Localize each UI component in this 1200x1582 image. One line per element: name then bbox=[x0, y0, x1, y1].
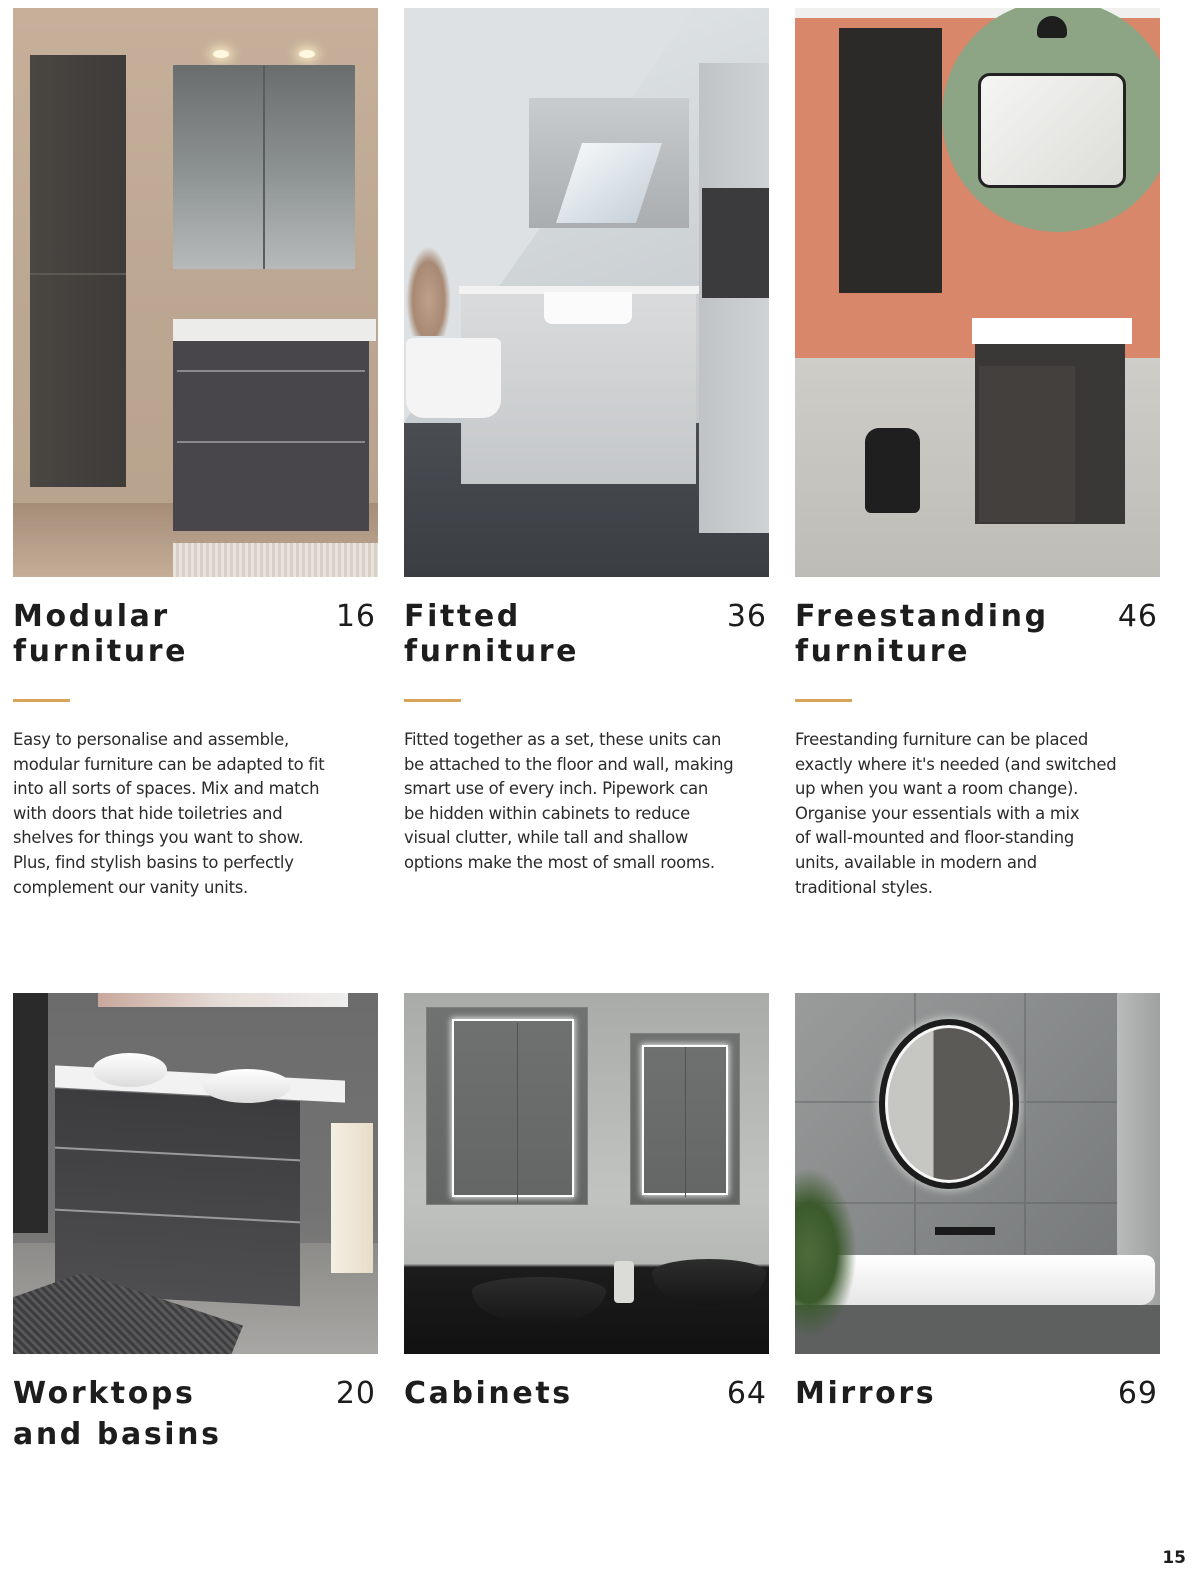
title-line: Freestanding bbox=[795, 599, 1049, 634]
fitted-furniture-photo[interactable] bbox=[404, 8, 769, 577]
cabinets-photo[interactable] bbox=[404, 993, 769, 1354]
basin-shape bbox=[472, 1277, 606, 1323]
title-line: Fitted bbox=[404, 599, 521, 634]
section-worktops-and-basins[interactable] bbox=[13, 993, 378, 1456]
accent-rule bbox=[404, 699, 461, 702]
page-reference[interactable]: 64 bbox=[726, 1376, 767, 1411]
wall-unit-shape bbox=[839, 28, 942, 293]
accent-rule bbox=[13, 699, 70, 702]
section-title bbox=[795, 1376, 1085, 1411]
section-title bbox=[404, 599, 694, 669]
page-number: 15 bbox=[1162, 1548, 1186, 1568]
page-reference[interactable]: 36 bbox=[726, 599, 767, 634]
section-fitted-furniture[interactable] bbox=[404, 8, 769, 876]
modular-furniture-photo[interactable] bbox=[13, 8, 378, 577]
freestanding-furniture-photo[interactable] bbox=[795, 8, 1160, 577]
mirror-shape bbox=[978, 73, 1126, 188]
page-reference[interactable]: 69 bbox=[1117, 1376, 1158, 1411]
section-description: Freestanding furniture can be placed exactly where it's needed (and switched up when you want a room change). Organise your essentials with a mix of wall-mounted and floor-standing units, available in modern and traditional styles. bbox=[795, 730, 1117, 897]
worktops-and-basins-photo[interactable] bbox=[13, 993, 378, 1354]
title-line: furniture bbox=[13, 634, 189, 669]
section-freestanding-furniture[interactable] bbox=[795, 8, 1160, 900]
mirrors-photo[interactable] bbox=[795, 993, 1160, 1354]
title-line: Modular bbox=[13, 599, 170, 634]
page-reference[interactable]: 16 bbox=[335, 599, 376, 634]
title-line: Worktops bbox=[13, 1376, 196, 1411]
vanity-unit-shape bbox=[55, 1089, 300, 1307]
toilet-shape bbox=[406, 338, 501, 418]
pendant-lamp-shape bbox=[1037, 16, 1067, 38]
title-line: furniture bbox=[795, 634, 971, 669]
page-reference[interactable]: 46 bbox=[1117, 599, 1158, 634]
tall-cabinet-shape bbox=[30, 55, 126, 487]
accent-rule bbox=[795, 699, 852, 702]
section-title bbox=[13, 599, 303, 669]
page-reference[interactable]: 20 bbox=[335, 1376, 376, 1411]
basin-shape bbox=[652, 1259, 766, 1305]
section-description: Easy to personalise and assemble, modular furniture can be adapted to fit into all sorts of spaces. Mix and match with doors that hide toiletries and shelves for things you want to show. Plus, find stylish basins to perfectly complement our vanity units. bbox=[13, 730, 325, 897]
title-line: Cabinets bbox=[404, 1376, 573, 1411]
section-title bbox=[404, 1376, 694, 1411]
section-title bbox=[795, 599, 1085, 669]
section-cabinets[interactable] bbox=[404, 993, 769, 1456]
title-line: Mirrors bbox=[795, 1376, 937, 1411]
title-line: and basins bbox=[13, 1417, 222, 1452]
round-mirror-shape bbox=[879, 1019, 1019, 1189]
section-mirrors[interactable] bbox=[795, 993, 1160, 1456]
section-modular-furniture[interactable] bbox=[13, 8, 378, 900]
title-line: furniture bbox=[404, 634, 580, 669]
section-description: Fitted together as a set, these units can be attached to the floor and wall, making smart use of every inch. Pipework can be hidden within cabinets to reduce visual clutter, while tall and shallow options make the most of small rooms. bbox=[404, 730, 734, 872]
section-title bbox=[13, 1376, 303, 1452]
basin-shape bbox=[93, 1053, 167, 1087]
basin-shape bbox=[203, 1069, 291, 1103]
